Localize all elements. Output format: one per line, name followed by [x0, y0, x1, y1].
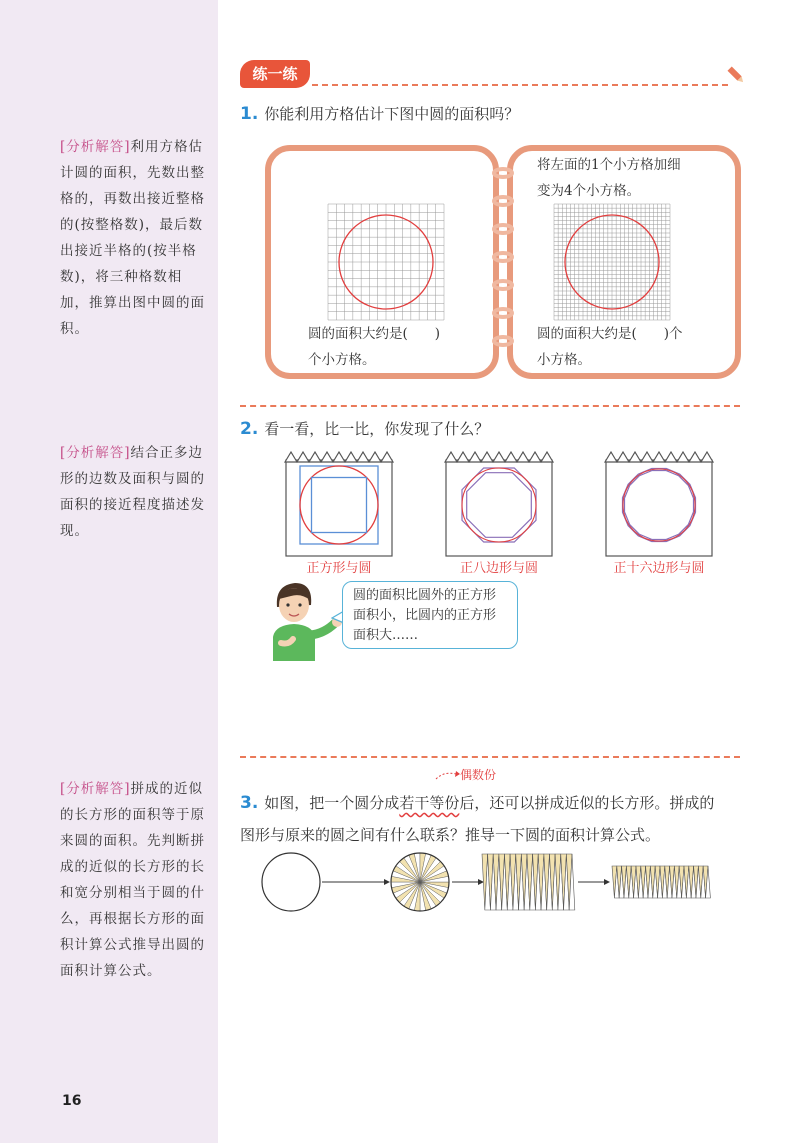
analysis-note-1	[60, 134, 210, 342]
q1-right-answer	[537, 321, 683, 373]
caption-octagon: 正八边形与圆	[459, 561, 538, 576]
analysis-note-2	[60, 440, 210, 544]
note-tag: [分析解答]	[60, 139, 131, 155]
intro-line: 将左面的1个小方格加细	[537, 157, 681, 173]
intro-line: 变为4个小方格。	[537, 183, 641, 199]
question-3	[240, 787, 760, 851]
note-tag: [分析解答]	[60, 781, 131, 797]
q1-left-answer	[308, 321, 440, 373]
divider	[240, 756, 740, 758]
q1-right-intro	[537, 152, 681, 204]
question-1	[240, 103, 519, 124]
hexadecagon-and-circle-card	[605, 452, 713, 556]
question-number: 1.	[240, 104, 259, 124]
analysis-note-3	[60, 776, 210, 984]
question-text: 后，还可以拼成近似的长方形。拼成的	[459, 794, 715, 812]
pencil-icon	[726, 64, 746, 86]
speech-bubble: 圆的面积比圆外的正方形面积小，比圆内的正方形面积大……	[342, 581, 518, 649]
note-text: 拼成的近似的长方形的面积等于原来圆的面积。先判断拼成的近似的长方形的长和宽分别相当于圆的什么，再根据长方形的面积计算公式推导出圆的面积计算公式。	[60, 781, 205, 979]
section-label: 练一练	[240, 60, 310, 88]
answer-line: 圆的面积大约是( )	[308, 326, 441, 342]
annotation: 偶数份	[460, 768, 497, 782]
question-text: 如图，把一个圆分成	[264, 794, 400, 812]
divider	[240, 405, 740, 407]
answer-line: 圆的面积大约是( )个	[537, 326, 683, 342]
question-text: 你能利用方格估计下图中圆的面积吗？	[264, 105, 520, 123]
answer-line: 个小方格。	[308, 352, 376, 368]
question-2	[240, 418, 489, 439]
answer-line: 小方格。	[537, 352, 591, 368]
note-text: 利用方格估计圆的面积，先数出整格的，再数出接近整格的(按整格数)，最后数出接近半格的(按半格数)，将三种格数相加，推算出图中圆的面积。	[60, 139, 205, 337]
note-tag: [分析解答]	[60, 445, 131, 461]
question-text: 看一看，比一比，你发现了什么？	[264, 420, 490, 438]
caption-square: 正方形与圆	[306, 561, 372, 576]
note-text: 结合正多边形的边数及面积与圆的面积的接近程度描述发现。	[60, 445, 205, 539]
octagon-and-circle-card	[445, 452, 553, 556]
annotation-arrow	[434, 769, 460, 781]
header-divider	[312, 84, 728, 86]
question-text-line2: 图形与原来的圆之间有什么联系？推导一下圆的面积计算公式。	[240, 826, 661, 844]
circle-rearrangement-figure	[260, 848, 720, 918]
question-number: 3.	[240, 793, 259, 813]
marked-text: 若干等份	[399, 794, 460, 812]
question-number: 2.	[240, 419, 259, 439]
polygon-comparison-figure	[284, 450, 724, 560]
page-number: 16	[62, 1093, 82, 1109]
caption-hexadecagon: 正十六边形与圆	[613, 561, 705, 576]
square-and-circle-card	[285, 452, 393, 556]
whole-circle	[262, 853, 320, 911]
